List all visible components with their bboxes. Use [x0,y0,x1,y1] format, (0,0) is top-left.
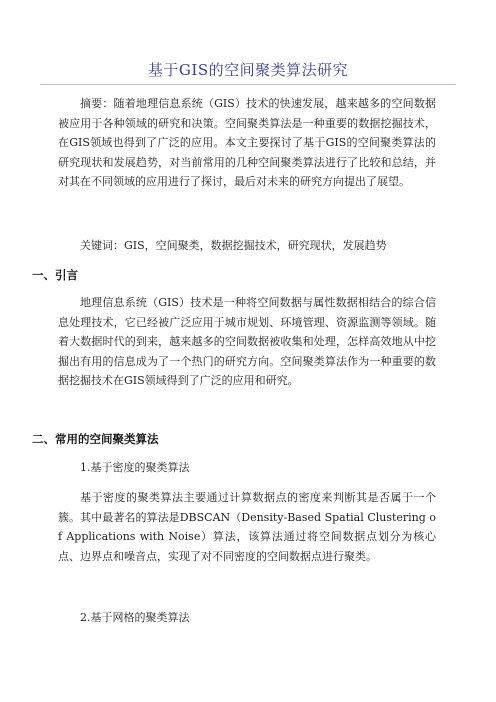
section-1-heading: 一、引言 [32,268,78,282]
subsection-1-paragraph: 基于密度的聚类算法主要通过计算数据点的密度来判断其是否属于一个簇。其中最著名的算法是DBSCAN（Density-Based Spatial Clustering of Applications with Noise）算法，该算法通过将空间数据点划分为核心点、边界点和噪音点，实现了对不同密度的空间数据点进行聚类。 [58,491,436,563]
subsection-1-body [58,488,436,566]
subsection-2-heading: 2.基于网格的聚类算法 [80,611,190,624]
keywords-line: 关键词：GIS，空间聚类，数据挖掘技术，研究现状，发展趋势 [80,239,387,252]
section-2-heading-block [32,430,410,450]
section-1-heading-block [32,266,410,286]
subsection-1-heading-block [58,458,436,478]
section-1-body [58,293,436,391]
title-block [40,60,456,85]
section-1-paragraph: 地理信息系统（GIS）技术是一种将空间数据与属性数据相结合的综合信息处理技术，它已经被广泛应用于城市规划、环境管理、资源监测等领域。随着大数据时代的到来，越来越多的空间数据被收集和处理，怎样高效地从中挖掘出有用的信息成为了一个热门的研究方向。空间聚类算法作为一种重要的数据挖掘技术在GIS领域得到了广泛的应用和研究。 [58,296,436,388]
keywords-block [58,236,436,256]
subsection-2-heading-block [58,608,436,628]
document-title: 基于GIS的空间聚类算法研究 [147,61,349,79]
abstract-paragraph: 摘要：随着地理信息系统（GIS）技术的快速发展，越来越多的空间数据被应用于各种领域的研究和决策。空间聚类算法是一种重要的数据挖掘技术，在GIS领域也得到了广泛的应用。本文主要探讨了基于GIS的空间聚类算法的研究现状和发展趋势，对当前常用的几种空间聚类算法进行了比较和总结，并对其在不同领域的应用进行了探讨，最后对未来的研究方向提出了展望。 [58,97,436,189]
abstract-block [58,94,436,192]
subsection-1-heading: 1.基于密度的聚类算法 [80,461,190,474]
section-2-heading: 二、常用的空间聚类算法 [32,432,159,446]
title-underline [40,84,456,85]
